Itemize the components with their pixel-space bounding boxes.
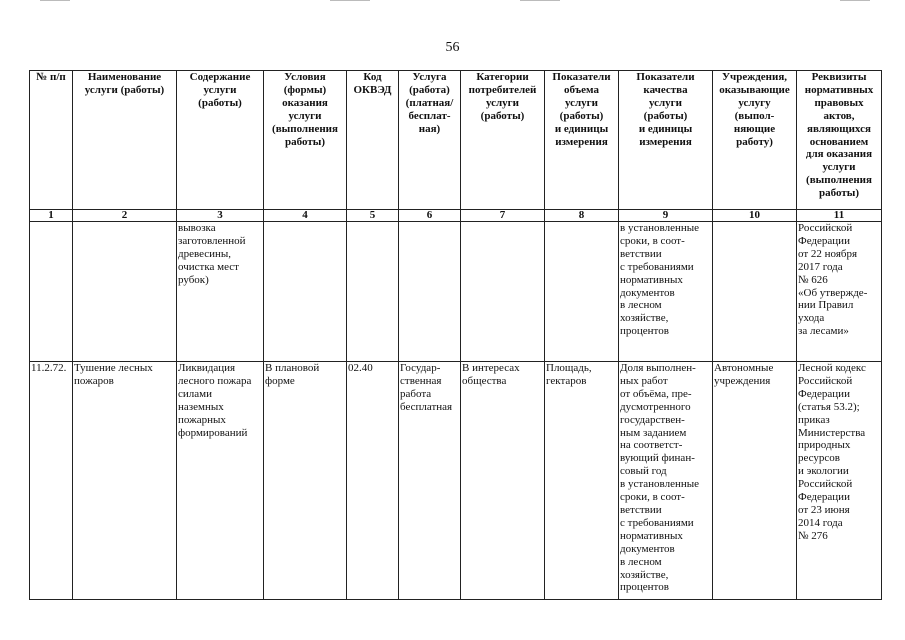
header-cell-service-name (73, 71, 177, 210)
cell-text: Государ- ственная работа бесплатная (400, 362, 453, 413)
table-cell (619, 362, 713, 600)
header-row (30, 71, 882, 210)
table-cell (177, 222, 264, 362)
column-number: 1 (30, 210, 73, 222)
table-cell (461, 222, 545, 362)
page-number: 56 (445, 40, 460, 55)
column-number: 11 (797, 210, 882, 222)
scan-artifact (330, 0, 370, 1)
header-label: Услуга (работа) (платная/ бесплат- ная) (405, 71, 454, 135)
column-number: 10 (713, 210, 797, 222)
header-label: Условия (формы) оказания услуги (выполнения работы) (272, 71, 338, 148)
header-label: Содержание услуги (работы) (189, 71, 251, 109)
column-number: 4 (264, 210, 347, 222)
cell-text: Ликвидация лесного пожара силами наземных пожарных формирований (178, 362, 252, 439)
header-label: Реквизиты нормативных правовых актов, являющихся основанием для оказания услуги (выполнения работы) (804, 71, 874, 200)
table-cell (713, 362, 797, 600)
table-cell (797, 222, 882, 362)
scan-artifact (520, 0, 560, 1)
table-cell (713, 222, 797, 362)
header-label: Учреждения, оказывающие услугу (выпол- няющие работу) (719, 71, 790, 148)
table-cell (347, 362, 399, 600)
table-cell (30, 362, 73, 600)
column-number: 6 (399, 210, 461, 222)
table-cell (797, 362, 882, 600)
header-cell-conditions (264, 71, 347, 210)
table-row (30, 222, 882, 362)
cell-text: в установленные сроки, в соот- ветствии с требованиями нормативных документов в лесном хозяйстве, процентов (620, 222, 700, 338)
header-label: № п/п (36, 71, 66, 83)
table-cell (545, 362, 619, 600)
cell-text: вывозка заготовленной древесины, очистка мест рубок) (178, 222, 246, 286)
header-cell-content (177, 71, 264, 210)
column-number: 2 (73, 210, 177, 222)
header-label: Код ОКВЭД (353, 71, 392, 96)
header-cell-paid-free (399, 71, 461, 210)
cell-text: В интересах общества (462, 362, 520, 387)
header-cell-legal-acts (797, 71, 882, 210)
cell-text: Российской Федерации от 22 ноября 2017 года № 626 «Об утвержде- нии Правил ухода за лесами» (798, 222, 868, 338)
header-label: Показатели качества услуги (работы) и единицы измерения (636, 71, 695, 148)
header-label: Категории потребителей услуги (работы) (468, 71, 537, 122)
table-cell (399, 222, 461, 362)
header-cell-consumers (461, 71, 545, 210)
table-cell (264, 222, 347, 362)
table-cell (73, 222, 177, 362)
table-cell (545, 222, 619, 362)
column-number: 3 (177, 210, 264, 222)
table-cell (461, 362, 545, 600)
table-row (30, 362, 882, 600)
cell-text: 11.2.72. (31, 362, 67, 374)
cell-text: Автономные учреждения (714, 362, 774, 387)
header-cell-institutions (713, 71, 797, 210)
cell-text: Тушение лесных пожаров (74, 362, 153, 387)
services-table (29, 70, 882, 600)
table-cell (347, 222, 399, 362)
header-label: Наименование услуги (работы) (84, 71, 165, 96)
cell-text: В плановой форме (265, 362, 320, 387)
table-cell (264, 362, 347, 600)
cell-text: Площадь, гектаров (546, 362, 592, 387)
header-label: Показатели объема услуги (работы) и единицы измерения (552, 71, 611, 148)
cell-text: Лесной кодекс Российской Федерации (статья 53.2); приказ Министерства природных ресурсов и экологии Российской Федерации от 23 июня 2014 года № 276 (798, 362, 866, 542)
header-cell-okved (347, 71, 399, 210)
column-number: 8 (545, 210, 619, 222)
scan-artifact (840, 0, 870, 1)
cell-text: Доля выполнен- ных работ от объёма, пре- дусмотренного государствен- ным заданием на соответст- вующий финан- совый год в установленные сроки, в соот- ветствии с требованиями нормативных документов в лесном хозяйстве, процентов (620, 362, 700, 594)
column-number-row (30, 210, 882, 222)
table-cell (30, 222, 73, 362)
header-cell-number (30, 71, 73, 210)
table-cell (73, 362, 177, 600)
cell-text: 02.40 (348, 362, 373, 374)
column-number: 5 (347, 210, 399, 222)
header-cell-quality (619, 71, 713, 210)
table-cell (177, 362, 264, 600)
table-cell (619, 222, 713, 362)
column-number: 9 (619, 210, 713, 222)
header-cell-volume (545, 71, 619, 210)
scan-artifact (40, 0, 70, 1)
column-number: 7 (461, 210, 545, 222)
table-cell (399, 362, 461, 600)
